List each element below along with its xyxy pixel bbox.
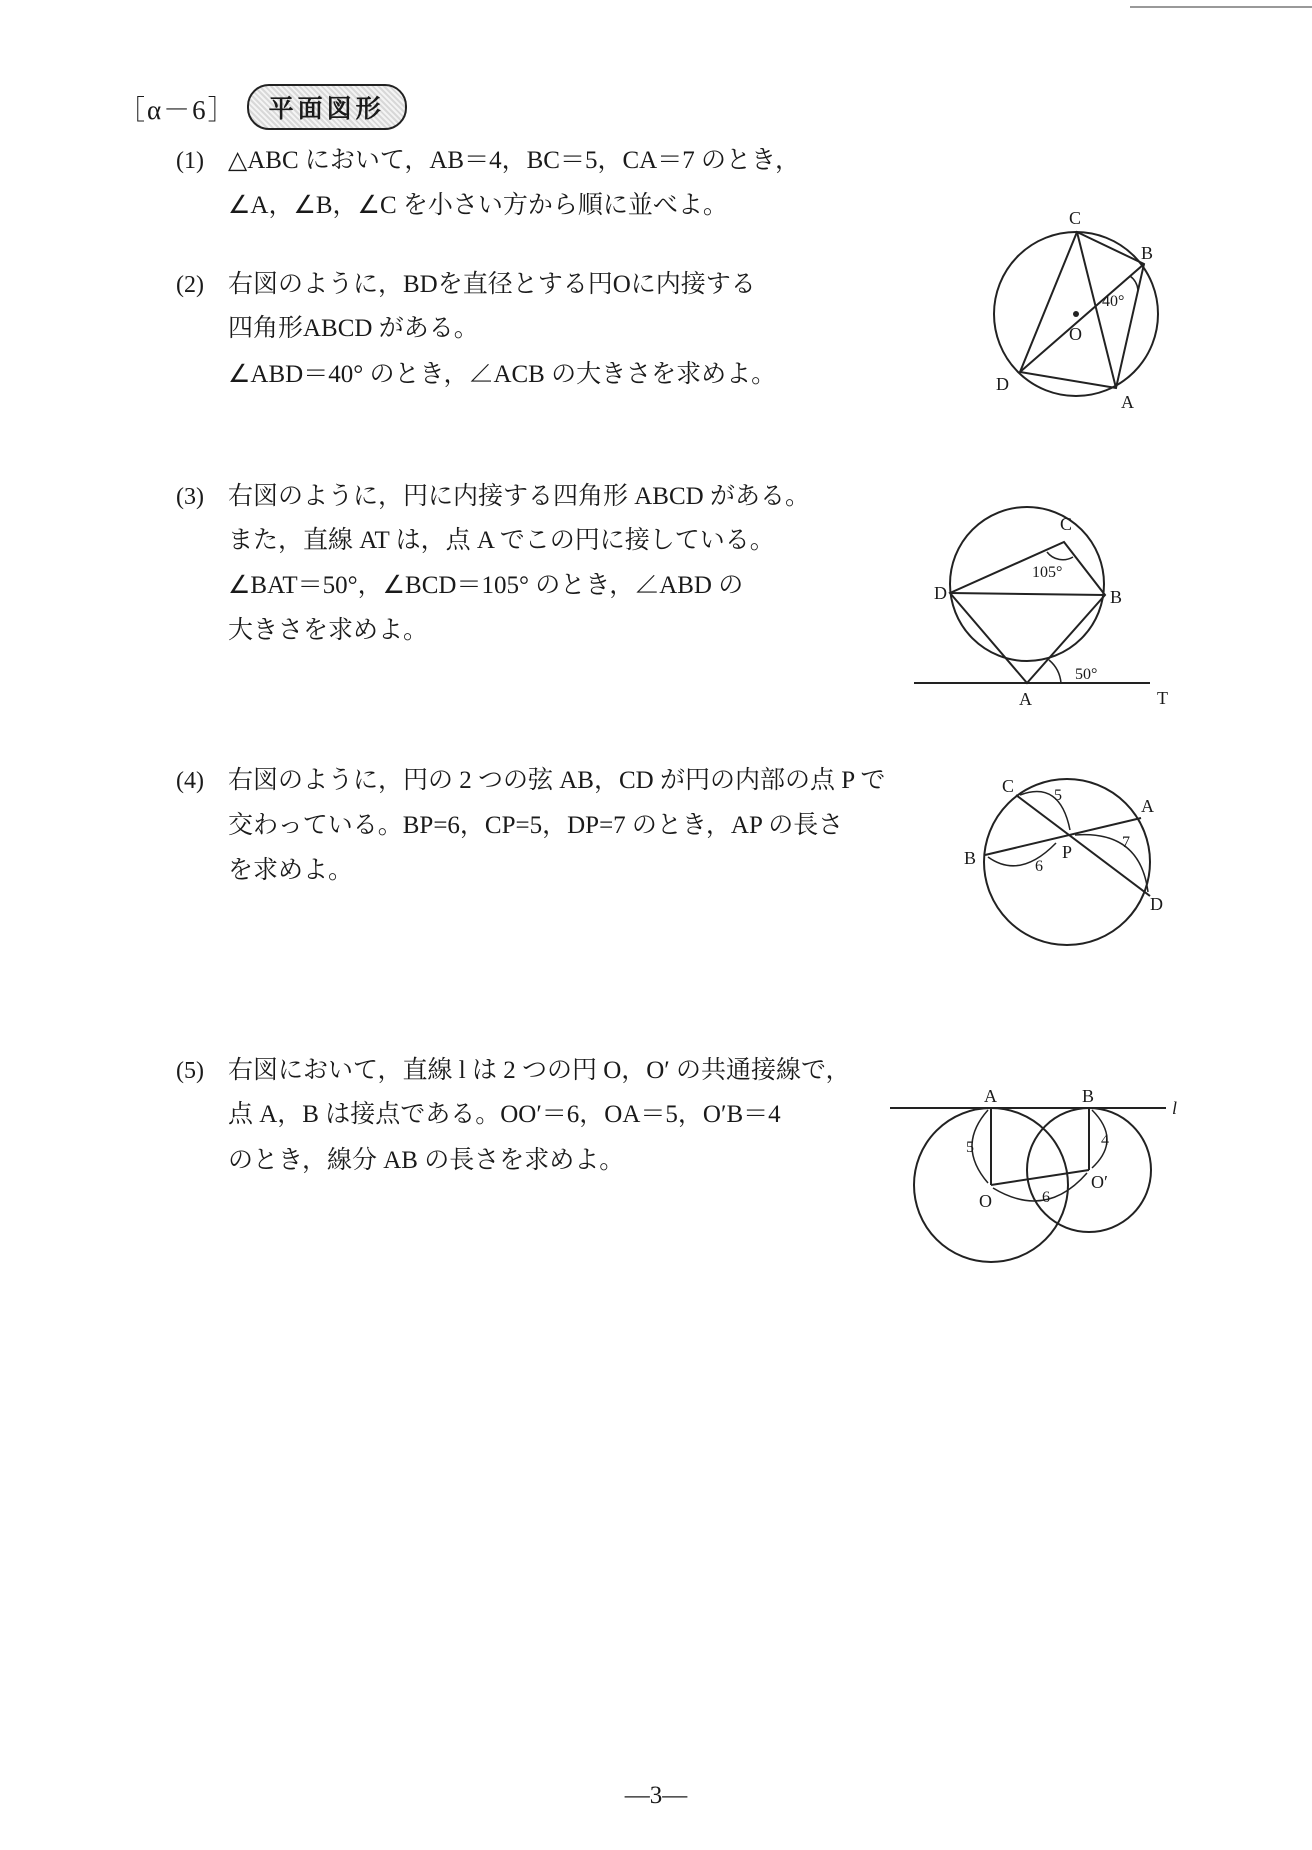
angle-bcd-arc xyxy=(1047,552,1073,560)
segment-oo xyxy=(991,1170,1089,1185)
problem-1-number: (1) xyxy=(176,148,204,174)
problem-5-line-1: 右図において，直線 l は 2 つの円 O，O′ の共通接線で， xyxy=(228,1057,851,1084)
problem-2-line-2: 四角形ABCD がある。 xyxy=(228,315,479,342)
label-oo-length: 6 xyxy=(1042,1189,1050,1206)
problem-4-line-3: を求めよ。 xyxy=(228,857,354,884)
label-dp-length: 7 xyxy=(1122,834,1130,851)
label-cp-length: 5 xyxy=(1054,787,1062,804)
problem-4-line-2: 交わっている。BP=6，CP=5，DP=7 のとき，AP の長さ xyxy=(228,812,844,839)
arc-cp-5 xyxy=(1020,792,1070,830)
arc-oa-5 xyxy=(972,1110,988,1183)
problem-5-number: (5) xyxy=(176,1058,204,1084)
angle-bat-arc xyxy=(1049,660,1061,683)
label-d: D xyxy=(996,374,1009,394)
label-t: T xyxy=(1157,688,1168,708)
label-b: B xyxy=(964,848,977,868)
label-c: C xyxy=(1069,208,1082,228)
problem-5-line-2: 点 A，B は接点である。OO′＝6，OA＝5，O′B＝4 xyxy=(228,1101,781,1128)
section-header xyxy=(118,84,407,130)
scan-edge-line xyxy=(1130,6,1312,8)
problem-1-line-1: △ABC において，AB＝4，BC＝5，CA＝7 のとき， xyxy=(228,147,800,174)
label-b: B xyxy=(1110,587,1123,607)
label-bp-length: 6 xyxy=(1035,858,1043,875)
section-number: ［α－6］ xyxy=(118,94,237,125)
problem-3-line-2: また，直線 AT は，点 A でこの円に接している。 xyxy=(228,527,775,554)
center-o-point xyxy=(1073,311,1079,317)
label-l: l xyxy=(1172,1098,1178,1118)
problem-1-line-2: ∠A，∠B，∠C を小さい方から順に並べよ。 xyxy=(228,192,728,219)
page-number: —3— xyxy=(624,1782,688,1809)
problem-2-line-3: ∠ABD＝40° のとき，∠ACB の大きさを求めよ。 xyxy=(228,361,777,388)
problem-3-number: (3) xyxy=(176,484,204,510)
problem-2-number: (2) xyxy=(176,272,204,298)
label-d: D xyxy=(934,583,947,603)
problem-4-figure xyxy=(960,770,1180,950)
problem-4-line-1: 右図のように，円の 2 つの弦 AB，CD が円の内部の点 P で xyxy=(228,767,886,794)
label-angle-40: 40° xyxy=(1102,293,1125,310)
label-c: C xyxy=(1060,514,1073,534)
label-p: P xyxy=(1062,842,1073,862)
label-b: B xyxy=(1082,1086,1095,1106)
angle-abd-arc xyxy=(1130,276,1138,290)
label-ob-length: 4 xyxy=(1101,1132,1109,1149)
problem-3-line-1: 右図のように，円に内接する四角形 ABCD がある。 xyxy=(228,483,810,510)
label-o: O xyxy=(979,1191,992,1211)
problem-3-line-4: 大きさを求めよ。 xyxy=(228,617,429,644)
label-o: O xyxy=(1069,324,1082,344)
problem-3-figure xyxy=(910,510,1170,710)
diagonal-bd xyxy=(1020,264,1144,372)
diagonal-ac xyxy=(1077,232,1116,388)
topic-badge: 平面図形 xyxy=(247,84,407,130)
problem-5-figure xyxy=(886,1080,1186,1270)
problem-2-figure xyxy=(980,210,1180,410)
label-o-prime: O′ xyxy=(1091,1172,1108,1192)
problem-2-line-1: 右図のように，BDを直径とする円Oに内接する xyxy=(228,271,756,298)
label-c: C xyxy=(1002,776,1015,796)
label-b: B xyxy=(1141,243,1154,263)
diagonal-bd xyxy=(950,593,1105,595)
arc-dp-7 xyxy=(1075,835,1148,892)
label-a: A xyxy=(1141,796,1154,816)
circle xyxy=(984,779,1150,945)
label-angle-50: 50° xyxy=(1075,666,1098,683)
problem-4-number: (4) xyxy=(176,768,204,794)
label-a: A xyxy=(1019,689,1032,709)
label-a: A xyxy=(1121,392,1134,412)
problem-5-line-3: のとき，線分 AB の長さを求めよ。 xyxy=(228,1147,625,1174)
label-oa-length: 5 xyxy=(966,1139,974,1156)
circle xyxy=(950,507,1104,661)
problem-3-line-3: ∠BAT＝50°，∠BCD＝105° のとき，∠ABD の xyxy=(228,572,744,599)
label-a: A xyxy=(984,1086,997,1106)
label-d: D xyxy=(1150,894,1163,914)
label-angle-105: 105° xyxy=(1032,564,1063,581)
